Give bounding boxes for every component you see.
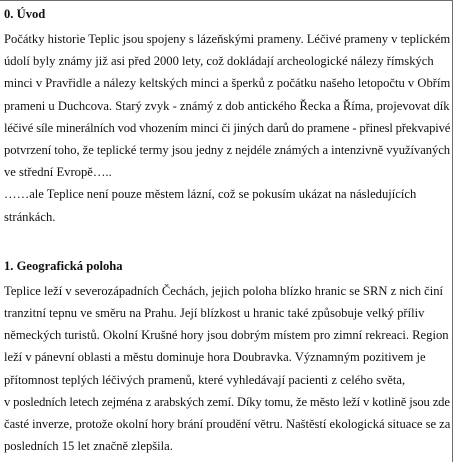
text-line: německých turistů. Okolní Krušné hory jsou dobrým místem pro zimní rekreaci. Region — [4, 328, 449, 343]
text-line: v posledních letech zejména z arabských zemí. Díky tomu, že město leží v kotlině jsou zde — [4, 394, 450, 409]
text-line: potvrzení toho, že teplické termy jsou jedny z nejdéle známých a intenzivně využívaných — [4, 143, 451, 158]
text-line: posledních 15 let značně zlepšila. — [4, 439, 173, 454]
text-line: ve střední Evropě….. — [4, 165, 112, 180]
paragraph-geograficka-poloha — [4, 280, 450, 458]
text-line: ……ale Teplice není pouze městem lázní, což se pokusím ukázat na následujících — [4, 187, 417, 202]
text-line: stránkách. — [4, 209, 56, 224]
text-line: údolí byly známy již asi před 2000 lety, což dokládají archeologické nálezy římských — [4, 54, 434, 69]
section-spacer — [4, 228, 450, 259]
paragraph-uvod — [4, 28, 450, 228]
text-line: prameni u Duchcova. Starý zvyk - známý z dob antického Řecka a Říma, projevovat dík — [4, 98, 450, 113]
page-right-border — [452, 0, 453, 462]
section-heading-geograficka-poloha: 1. Geografická poloha — [4, 258, 123, 273]
text-line: leží v pánevní oblasti a městu dominuje hora Doubravka. Významným pozitivem je — [4, 350, 426, 365]
text-line: minci v Pravřidle a nálezy keltských minci a šperků z počátku našeho letopočtu v Obřím — [4, 76, 451, 91]
text-line: tranzitní tepnu ve směru na Prahu. Její blízkost u hranic také způsobuje velký příliv — [4, 306, 425, 321]
text-line: časté inverze, protože okolní hory brání proudění větru. Naštěstí ekologická situace se za — [4, 417, 451, 432]
text-line: Teplice leží v severozápadních Čechách, jejich poloha blízko hranic se SRN z nich činí — [4, 283, 444, 298]
text-line: přítomnost teplých léčivých pramenů, které vyhledávají pacienti z celého světa, — [4, 372, 406, 387]
text-line: léčivé síle minerálních vod vhozením minci či jiných darů do pramene - přinesl překvapivé — [4, 120, 451, 135]
document-body — [4, 7, 450, 457]
section-heading-uvod: 0. Úvod — [4, 7, 46, 21]
text-line: Počátky historie Teplic jsou spojeny s lázeňskými prameny. Léčivé prameny v teplickém — [4, 32, 451, 46]
page-top-border — [0, 0, 452, 1]
